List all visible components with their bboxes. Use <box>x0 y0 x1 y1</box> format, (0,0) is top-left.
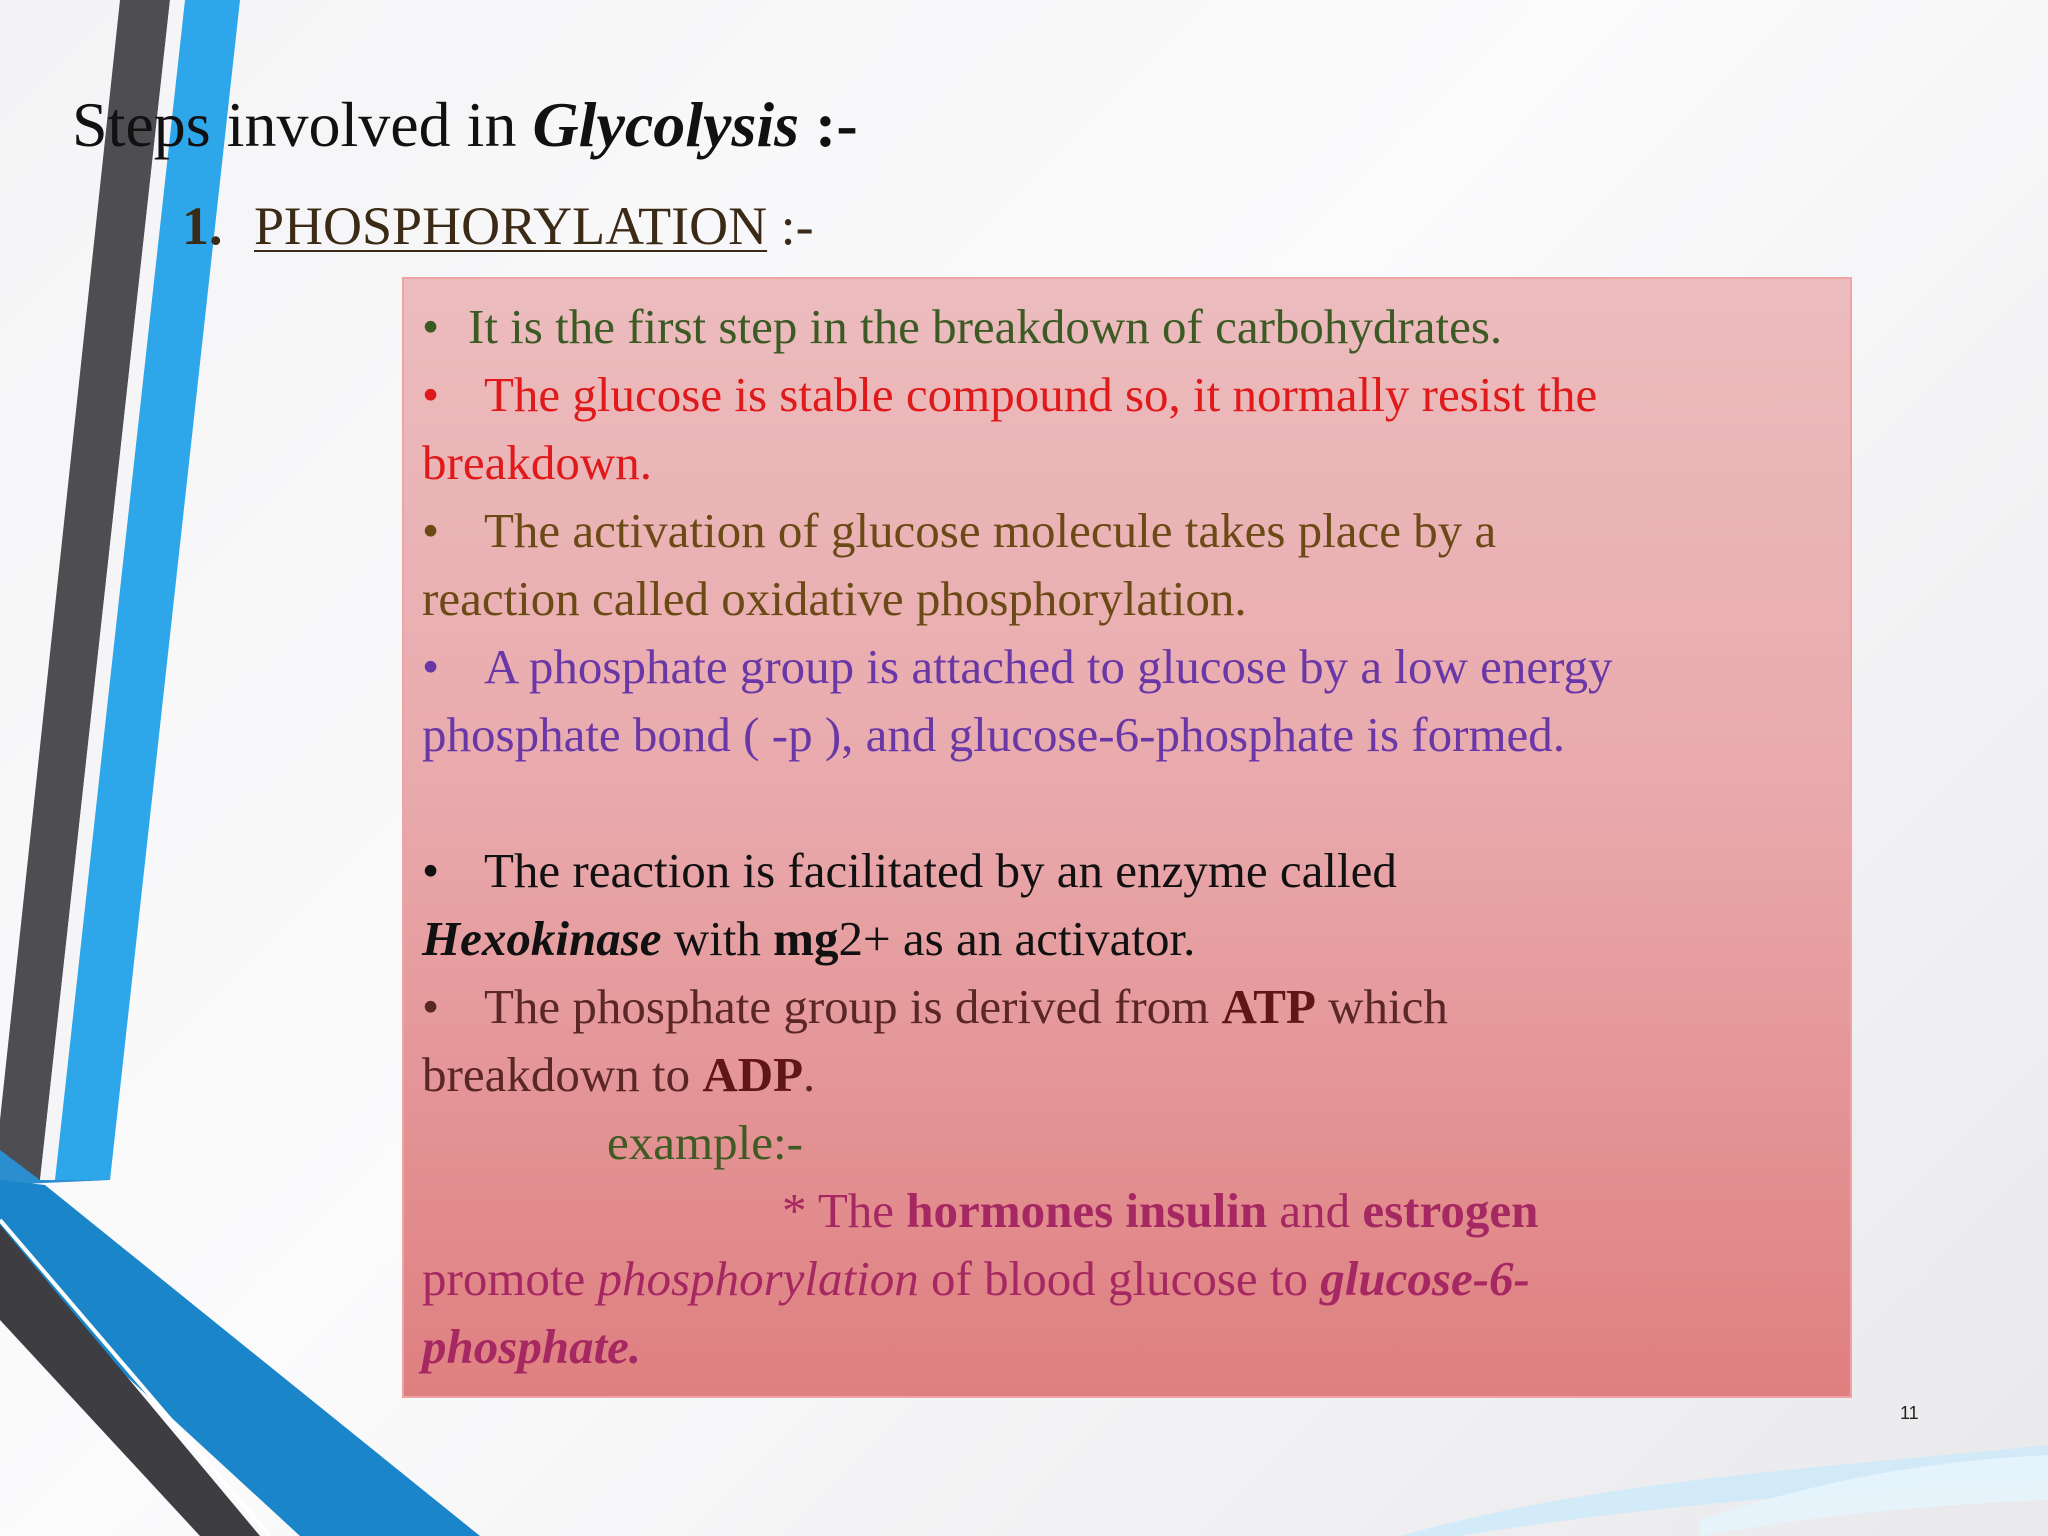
section-heading <box>182 195 814 257</box>
title-prefix: Steps involved in <box>72 89 533 160</box>
bullet-text: The reaction is facilitated by an enzyme called <box>484 843 1397 898</box>
phosphorylation-term: phosphorylation <box>597 1251 919 1306</box>
bullet-text: The activation of glucose molecule takes place by a <box>484 503 1497 558</box>
example-text-continued: promote <box>422 1251 598 1306</box>
section-title: PHOSPHORYLATION <box>254 196 768 256</box>
adp-label: ADP <box>702 1047 804 1102</box>
bullet-text: The glucose is stable compound so, it normally resist the <box>484 367 1598 422</box>
title-suffix: :- <box>799 89 858 160</box>
page-number: 11 <box>1900 1403 1919 1423</box>
bullet-dot: • <box>422 843 440 898</box>
bullet-text-continued: breakdown to <box>422 1047 703 1102</box>
title-emphasis: Glycolysis <box>532 89 800 160</box>
connector-text: and <box>1267 1183 1363 1238</box>
content-box <box>402 277 1852 1398</box>
bullet-hexokinase <box>422 837 1832 973</box>
bullet-first-step <box>422 293 1832 361</box>
atp-label: ATP <box>1221 979 1316 1034</box>
connector-text: with <box>661 911 774 966</box>
g6p-term-part2: phosphate. <box>422 1319 642 1374</box>
bullet-dot: • <box>422 299 440 354</box>
estrogen-term: estrogen <box>1362 1183 1539 1238</box>
example-label: example:- <box>607 1115 803 1170</box>
ion-name: mg <box>773 911 839 966</box>
bullet-text: A phosphate group is attached to glucose by a low energy <box>484 639 1613 694</box>
period: . <box>803 1047 816 1102</box>
hormones-term: hormones insulin <box>906 1183 1268 1238</box>
bullet-dot: • <box>422 367 440 422</box>
bullet-text-continued: breakdown. <box>422 435 652 490</box>
bullet-stable-glucose <box>422 361 1832 497</box>
g6p-term-part1: glucose-6- <box>1320 1251 1530 1306</box>
enzyme-name: Hexokinase <box>422 911 662 966</box>
bullet-text-continued: phosphate bond ( -p ), and glucose-6-phosphate is formed. <box>422 707 1566 762</box>
example-text <box>422 1177 1832 1381</box>
bullet-atp <box>422 973 1832 1109</box>
bullet-dot: • <box>422 503 440 558</box>
bullet-text: The phosphate group is derived from <box>484 979 1222 1034</box>
example-intro: * The <box>782 1183 907 1238</box>
bullet-text-continued: 2+ as an activator. <box>838 911 1196 966</box>
bullet-text-continued: reaction called oxidative phosphorylation. <box>422 571 1247 626</box>
example-text-continued: of blood glucose to <box>918 1251 1321 1306</box>
bullet-activation <box>422 497 1832 633</box>
slide-title <box>72 88 858 162</box>
bullet-text: It is the first step in the breakdown of carbohydrates. <box>468 299 1503 354</box>
bullet-dot: • <box>422 979 440 1034</box>
section-suffix: :- <box>767 196 814 256</box>
spacer <box>422 769 1832 837</box>
section-number: 1. <box>182 196 223 256</box>
bullet-phosphate-group <box>422 633 1832 769</box>
bullet-dot: • <box>422 639 440 694</box>
bullet-text: which <box>1315 979 1448 1034</box>
